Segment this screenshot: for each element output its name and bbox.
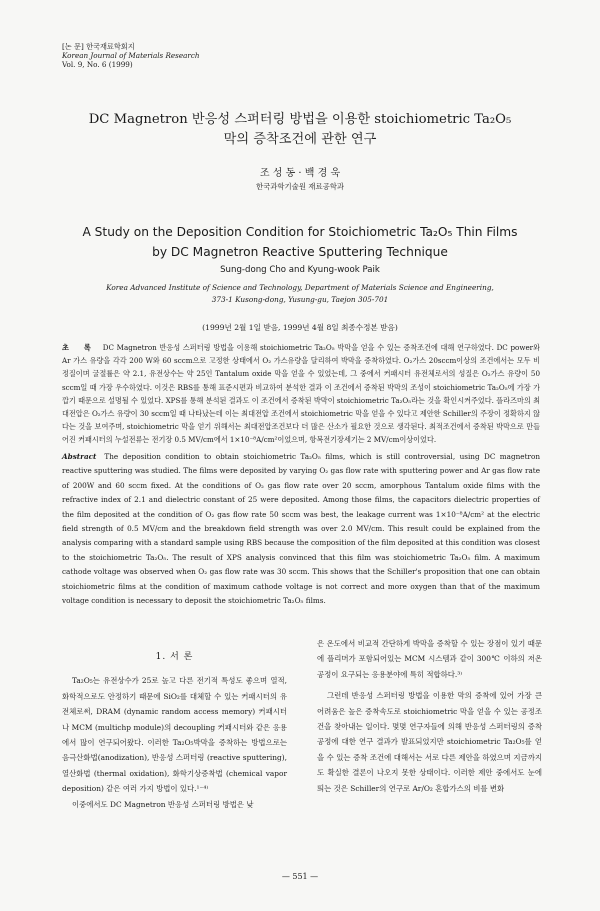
affiliation-korean: 한국과학기술원 재료공학과	[255, 182, 345, 191]
section-heading-introduction: 1. 서 론	[155, 652, 194, 662]
title-korean-line1: DC Magnetron 반응성 스퍼터링 방법을 이용한 stoichiometric Ta₂O₅	[88, 112, 512, 127]
abstract-english-label: Abstract	[62, 452, 97, 461]
affiliation-english-line2: 373-1 Kusong-dong, Yusung-gu, Taejon 305-701	[211, 295, 389, 304]
title-english	[60, 222, 540, 262]
abstract-korean-text: DC Magnetron 반응성 스퍼터링 방법을 이용해 stoichiometric Ta₂O₅ 박막을 얻을 수 있는 증착조건에 대해 연구하였다. DC power와 Ar 가스 유량을 각각 200 W와 60 sccm으로 고정한 상태에서 O₂ 가스유량을 달리하여 박막을 증착하였다. O₂가스 20sccm이상의 조건에서는 모두 비정질이며 굴절률은 약 2.1, 유전상수는 약 25인 Tantalum oxide 막을 얻을 수 있었는데, 그 중에서 커패시터 유전체로서의 성질은 O₂가스 유량이 50 sccm일 때 가장 우수하였다. 이것은 RBS를 통해 표준시편과 비교하여 분석한 결과 이 조건에서 증착된 박막의 조성이 stoichiometric Ta₂O₅에 가장 가깝기 때문으로 설명될 수 있었다. XPS를 통해 분석된 결과도 이 조건에서 증착된 박막이 stoichiometric Ta₂O₅라는 것을 확인시켜주었다. 플라즈마의 최대전압은 O₂가스 유량이 30 sccm일 때 나타났는데 이는 최대전압 조건에서 stoichiometric 막을 얻을 수 있다고 제안한 Schiller의 주장이 정확하지 않다는 것을 보여주며, stoichiometric 막을 얻기 위해서는 최대전압조건보다 더 많은 산소가 필요한 것으로 생각된다. 최적조건에서 증착된 박막으로 만들어진 커패시터의 누설전류는 전기장 0.5 MV/cm에서 1×10⁻⁸A/cm²이었으며, 항복전기장세기는 2 MV/cm이상이었다.	[62, 343, 540, 445]
affiliation-english-line1: Korea Advanced Institute of Science and Technology, Department of Materials Science and Engineering,	[106, 283, 494, 292]
intro-paragraph-2: 이중에서도 DC Magnetron 반응성 스퍼터링 방법은 낮	[72, 799, 254, 809]
intro-paragraph-1: Ta₂O₅는 유전상수가 25로 높고 다른 전기적 특성도 좋으며 열적, 화학적으로도 안정하기 때문에 SiO₂를 대체할 수 있는 커패시터의 유전체로써, DRAM (dynamic random access memory) 커패시터나 MCM (multichp module)의 decoupling 커패시터와 같은 응용에서 많이 연구되어왔다. 이러한 Ta₂O₅박막을 증착하는 방법으로는 음극산화법(anodization), 반응성 스퍼터링 (reactive sputtering), 열산화법 (thermal oxidation), 화학기상증착법 (chemical vapor deposition) 같은 여러 가지 방법이 있다.¹⁻⁴⁾	[62, 676, 287, 794]
received-dates: (1999년 2월 1일 받음, 1999년 4월 8일 최종수정본 받음)	[202, 323, 398, 332]
page-number: — 551 —	[281, 872, 319, 881]
intro-paragraph-2-continued: 은 온도에서 비교적 간단하게 박막을 증착할 수 있는 장점이 있기 때문에 플리머가 포함되어있는 MCM 시스템과 같이 300℃ 이하의 저온 공정이 요구되는 응용분야에 특히 적합하다.³⁾	[317, 639, 542, 679]
title-korean	[40, 110, 560, 150]
body-column-left	[62, 650, 287, 812]
title-korean-line2: 막의 증착조건에 관한 연구	[223, 132, 377, 147]
journal-name-en: Korean Journal of Materials Research	[62, 51, 200, 60]
abstract-korean-label: 초 록	[62, 343, 97, 352]
affiliation-english	[40, 282, 560, 306]
abstract-korean	[62, 341, 540, 447]
journal-header	[62, 42, 200, 69]
intro-paragraph-3: 그런데 반응성 스퍼터링 방법을 이용한 막의 증착에 있어 가장 큰 어려움은 높은 증착속도로 stoichiometric 막을 얻을 수 있는 공정조건을 찾아내는 일이다. 몇몇 연구자들에 의해 반응성 스퍼터링의 증착 공정에 대한 연구 결과가 발표되었지만 stoichiometric Ta₂O₅를 얻을 수 있는 증착 조건에 대해서는 서로 다른 제안을 하였으며 지금까지도 확실한 결론이 나오지 못한 상태이다. 이러한 제안 중에서도 눈에 띄는 것은 Schiller의 연구로 Ar/O₂ 혼합가스의 비를 변화	[317, 691, 542, 793]
journal-volume: Vol. 9, No. 6 (1999)	[62, 60, 133, 69]
journal-label-ko: [논 문] 한국재료학회지	[62, 42, 135, 51]
title-english-line1: A Study on the Deposition Condition for Stoichiometric Ta₂O₅ Thin Films	[82, 225, 518, 239]
title-english-line2: by DC Magnetron Reactive Sputtering Technique	[152, 245, 448, 259]
body-column-right	[317, 636, 542, 796]
abstract-english-text: The deposition condition to obtain stoichiometric Ta₂O₅ films, which is still controversial, using DC magnetron reactive sputtering was studied. The films were deposited by varying O₂ gas flow rate with sputtering power and Ar gas flow rate of 200W and 60 sccm fixed. At the conditions of O₂ gas flow rate over 20 sccm, amorphous Tantalum oxide films with the refractive index of 2.1 and dielectric constant of 25 were deposited. Among those films, the capacitors dielectric properties of the film deposited at the condition of O₂ gas flow rate 50 sccm was best, the leakage current was 1×10⁻⁸A/cm² at the electric field strength of 0.5 MV/cm and the breakdown field strength was over 2.0 MV/cm. This result could be explained from the analysis comparing with a standard sample using RBS because the composition of the film deposited at this condition was closest to the stoichiometric Ta₂O₅. The result of XPS analysis convinced that this film was stoichiometric Ta₂O₅ film. A maximum cathode voltage was observed when O₂ gas flow rate was 30 sccm. This shows that the Schiller's proposition that one can obtain stoichiometric films at the condition of maximum cathode voltage is not correct and more oxygen than that of the maximum voltage condition is necessary to deposit the stoichiometric Ta₂O₅ films.	[62, 452, 540, 606]
authors-english: Sung-dong Cho and Kyung-wook Paik	[220, 265, 380, 275]
abstract-english	[62, 450, 540, 608]
authors-korean: 조 성 동 · 백 경 욱	[259, 168, 341, 179]
